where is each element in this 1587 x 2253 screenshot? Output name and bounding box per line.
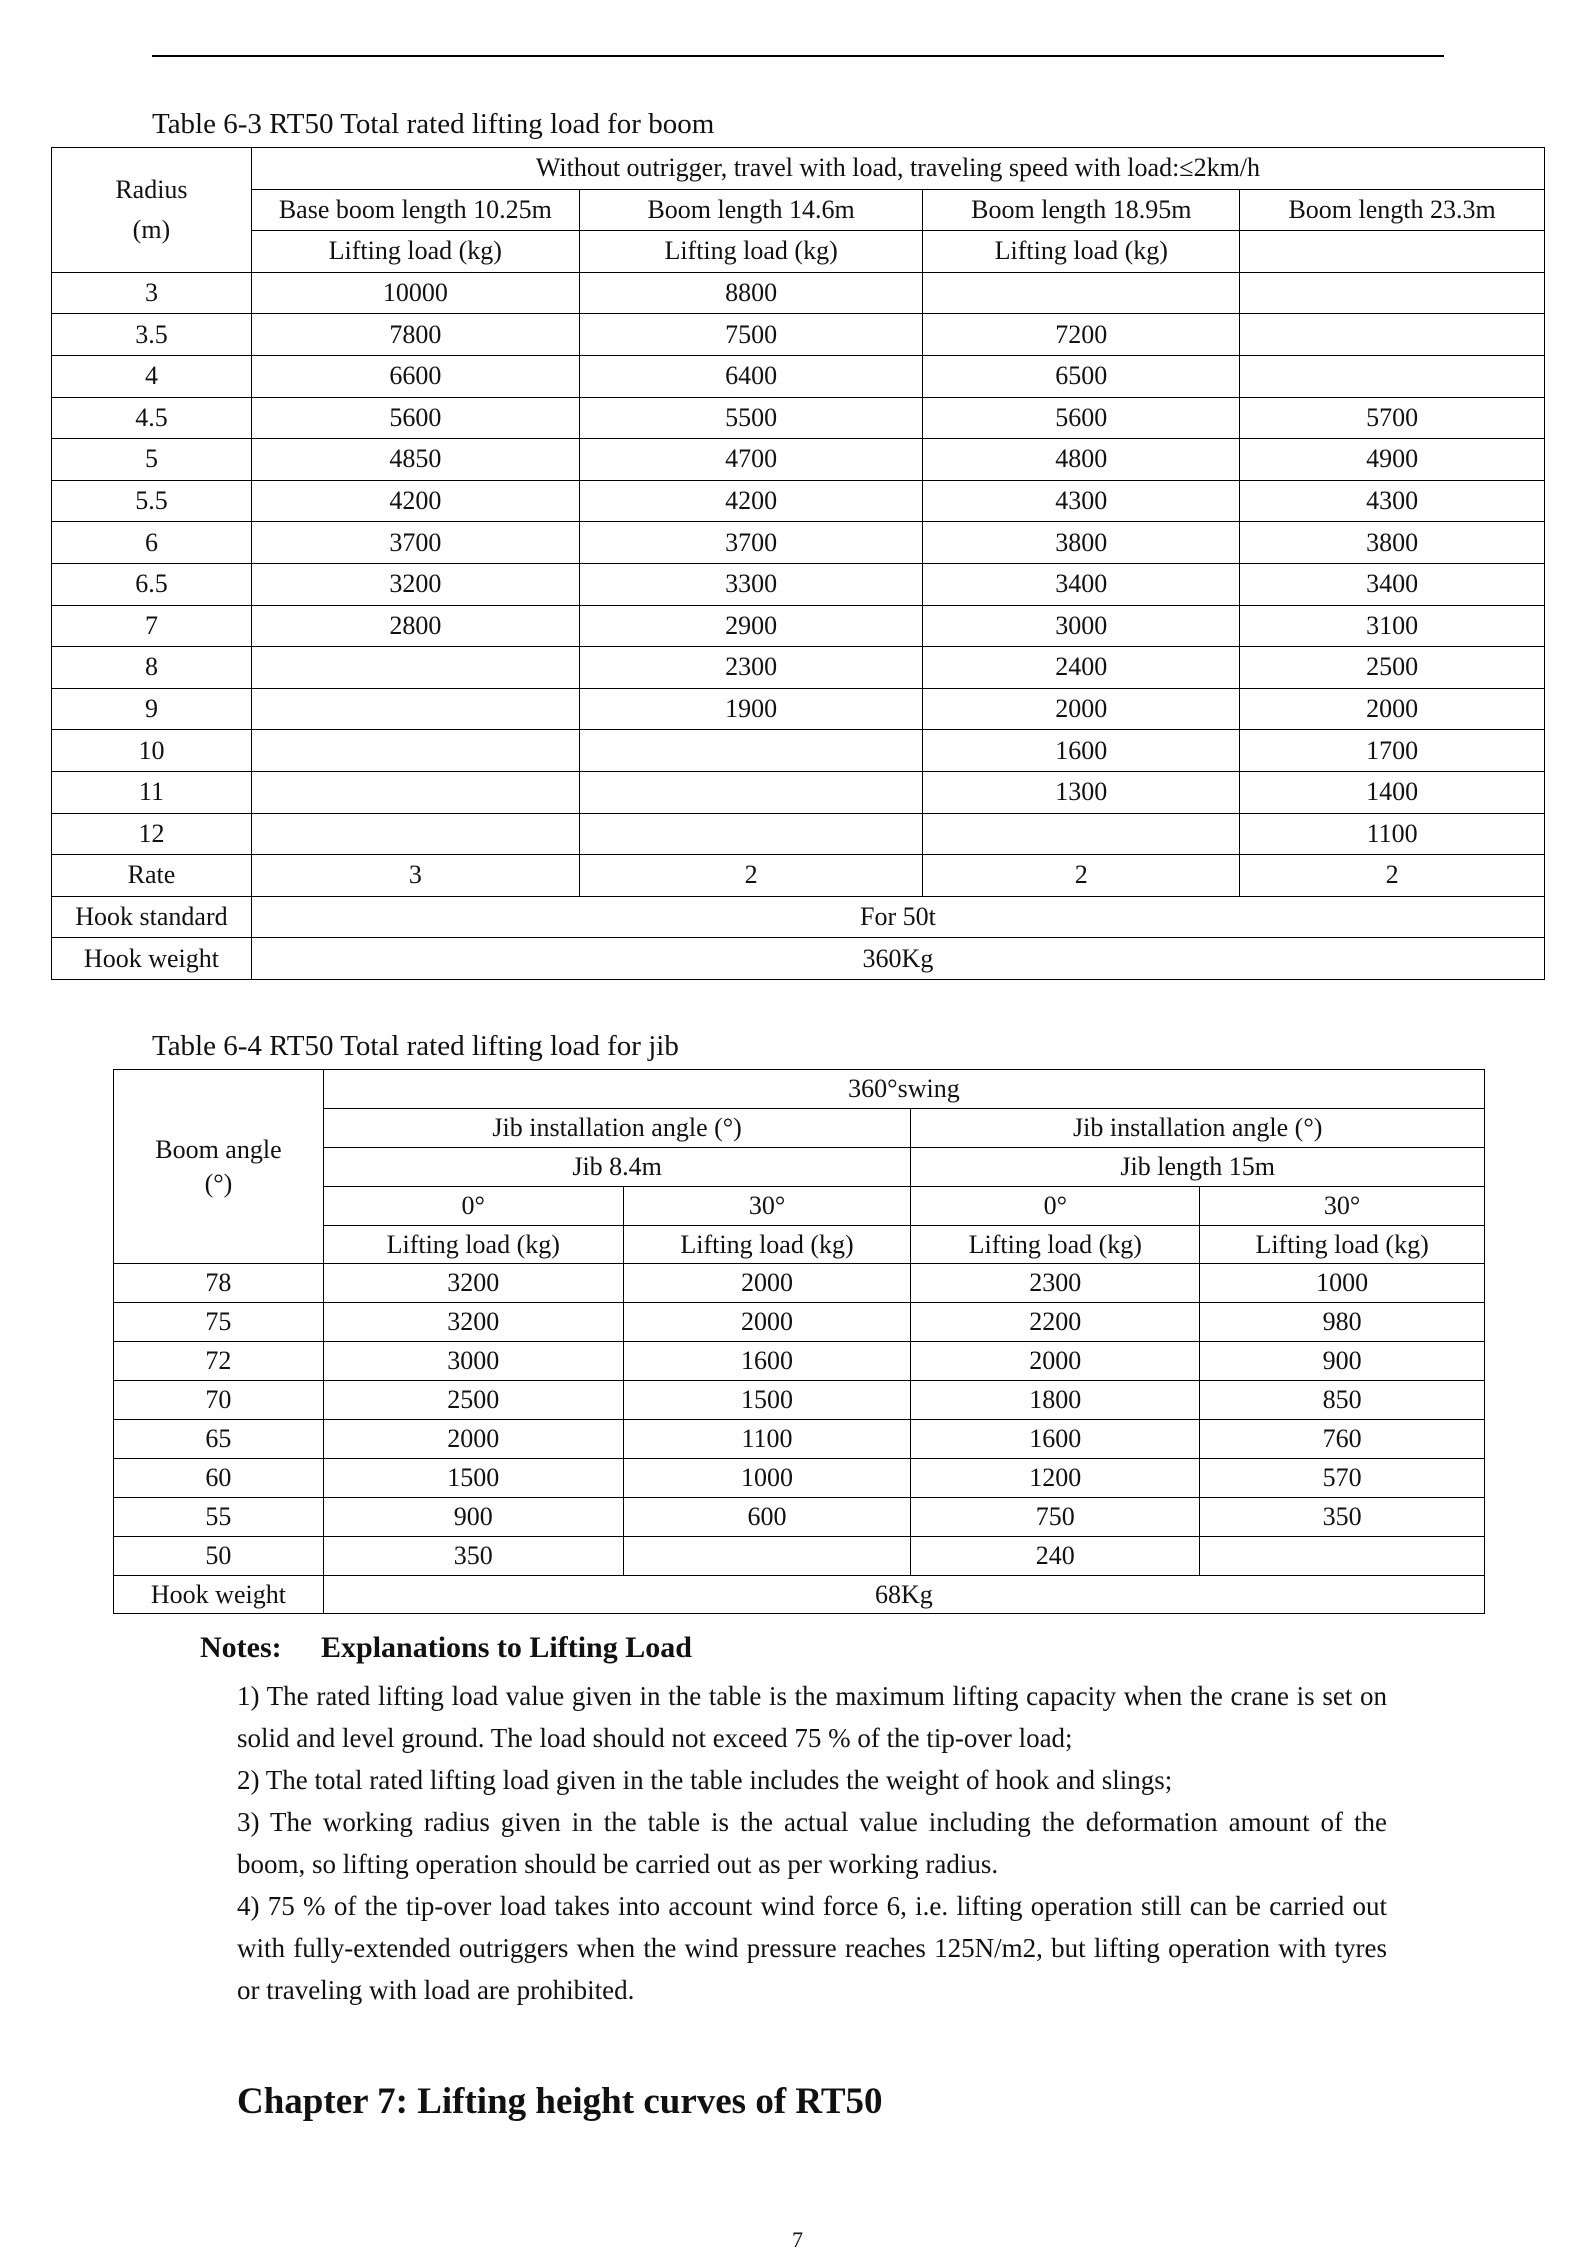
notes-label: Notes: xyxy=(200,1631,282,1664)
boom-load-rows xyxy=(52,272,1545,896)
radius-row-label: 5 xyxy=(52,439,252,481)
table-cell: 2 xyxy=(1240,855,1545,897)
hook-standard-label: Hook standard xyxy=(52,896,252,938)
table-cell xyxy=(251,688,579,730)
table-cell: 1600 xyxy=(923,730,1240,772)
table-row xyxy=(52,397,1545,439)
table-6-4-caption: Table 6-4 RT50 Total rated lifting load for jib xyxy=(152,1030,679,1062)
lifting-load-header: Lifting load (kg) xyxy=(1200,1225,1485,1264)
table-cell: 3200 xyxy=(323,1264,623,1303)
note-item: 1) The rated lifting load value given in the table is the maximum lifting capacity when the crane is set on solid and level ground. The load should not exceed 75 % of the tip-over load; xyxy=(237,1681,1387,1753)
table-row xyxy=(52,730,1545,772)
table-cell: 10000 xyxy=(251,272,579,314)
table-row xyxy=(114,1536,1485,1575)
radius-row-label: 4 xyxy=(52,355,252,397)
table-row xyxy=(52,272,1545,314)
table-cell xyxy=(579,771,923,813)
table-cell: 4300 xyxy=(923,480,1240,522)
boom-length-header: Boom length 23.3m xyxy=(1240,189,1545,231)
table-cell: 1500 xyxy=(623,1381,911,1420)
angle-header: 30° xyxy=(623,1186,911,1225)
table-cell xyxy=(251,647,579,689)
boom-angle-row-label: 60 xyxy=(114,1458,324,1497)
table-cell: 7200 xyxy=(923,314,1240,356)
table-cell xyxy=(923,272,1240,314)
table-cell: 240 xyxy=(911,1536,1200,1575)
table-cell: 350 xyxy=(1200,1497,1485,1536)
table-cell: 3000 xyxy=(923,605,1240,647)
table-cell: 4300 xyxy=(1240,480,1545,522)
table-cell: 7800 xyxy=(251,314,579,356)
lifting-load-header xyxy=(1240,231,1545,273)
jib-load-table xyxy=(113,1069,1485,1614)
table-cell: 1100 xyxy=(1240,813,1545,855)
table-cell: 3800 xyxy=(923,522,1240,564)
swing-header: 360°swing xyxy=(323,1070,1484,1109)
table-row xyxy=(52,563,1545,605)
table-cell: 2 xyxy=(579,855,923,897)
lifting-load-header: Lifting load (kg) xyxy=(623,1225,911,1264)
table-row xyxy=(114,1420,1485,1459)
table-cell: 6400 xyxy=(579,355,923,397)
table-cell: 4900 xyxy=(1240,439,1545,481)
note-item: 2) The total rated lifting load given in the table includes the weight of hook and slings; xyxy=(237,1765,1173,1795)
table-cell xyxy=(579,730,923,772)
table-cell: 1800 xyxy=(911,1381,1200,1420)
table-6-3-caption: Table 6-3 RT50 Total rated lifting load for boom xyxy=(152,108,715,140)
radius-row-label: 3.5 xyxy=(52,314,252,356)
table-cell: 1000 xyxy=(1200,1264,1485,1303)
table-cell: 980 xyxy=(1200,1303,1485,1342)
table-cell: 1000 xyxy=(623,1458,911,1497)
notes-title: Explanations to Lifting Load xyxy=(321,1631,692,1664)
radius-row-label: 11 xyxy=(52,771,252,813)
table-cell xyxy=(1240,355,1545,397)
table-cell: 3200 xyxy=(251,563,579,605)
angle-header: 0° xyxy=(323,1186,623,1225)
table-cell: 4200 xyxy=(579,480,923,522)
table-cell: 8800 xyxy=(579,272,923,314)
radius-row-label: 3 xyxy=(52,272,252,314)
radius-row-label: 12 xyxy=(52,813,252,855)
table-row xyxy=(52,771,1545,813)
table-cell xyxy=(1200,1536,1485,1575)
radius-row-label: 6 xyxy=(52,522,252,564)
table-cell: 2900 xyxy=(579,605,923,647)
chapter-title: Chapter 7: Lifting height curves of RT50 xyxy=(237,2081,883,2122)
table-cell: 2300 xyxy=(911,1264,1200,1303)
table-cell: 2000 xyxy=(923,688,1240,730)
hook-weight-label: Hook weight xyxy=(114,1575,324,1614)
table-cell xyxy=(923,813,1240,855)
boom-angle-row-label: 50 xyxy=(114,1536,324,1575)
table-cell: 3100 xyxy=(1240,605,1545,647)
table-cell: 750 xyxy=(911,1497,1200,1536)
table-cell: 850 xyxy=(1200,1381,1485,1420)
table-cell: 1200 xyxy=(911,1458,1200,1497)
table-row xyxy=(52,439,1545,481)
table-cell: 5700 xyxy=(1240,397,1545,439)
radius-row-label: 9 xyxy=(52,688,252,730)
table-cell: 4200 xyxy=(251,480,579,522)
table-row xyxy=(52,855,1545,897)
lifting-load-header: Lifting load (kg) xyxy=(323,1225,623,1264)
table-cell: 2 xyxy=(923,855,1240,897)
table-row xyxy=(52,647,1545,689)
table-cell: 1700 xyxy=(1240,730,1545,772)
table-cell: 350 xyxy=(323,1536,623,1575)
hook-standard-value: For 50t xyxy=(251,896,1544,938)
radius-row-label: Rate xyxy=(52,855,252,897)
boom-angle-row-label: 72 xyxy=(114,1342,324,1381)
boom-angle-row-label: 70 xyxy=(114,1381,324,1420)
install-angle-header: Jib installation angle (°) xyxy=(323,1108,911,1147)
table-cell: 2000 xyxy=(323,1420,623,1459)
boom-angle-unit: (°) xyxy=(204,1168,233,1198)
boom-load-table xyxy=(51,147,1545,980)
radius-row-label: 6.5 xyxy=(52,563,252,605)
boom-angle-label: Boom angle xyxy=(155,1134,282,1164)
table-cell: 6500 xyxy=(923,355,1240,397)
table-cell: 2500 xyxy=(323,1381,623,1420)
boom-length-header: Boom length 14.6m xyxy=(579,189,923,231)
table-cell: 2400 xyxy=(923,647,1240,689)
table-row xyxy=(52,314,1545,356)
table-cell xyxy=(251,730,579,772)
table-cell: 5600 xyxy=(923,397,1240,439)
table-cell: 3400 xyxy=(1240,563,1545,605)
table-cell: 5500 xyxy=(579,397,923,439)
condition-header: Without outrigger, travel with load, traveling speed with load:≤2km/h xyxy=(251,148,1544,190)
table-cell: 2800 xyxy=(251,605,579,647)
jib-load-rows xyxy=(114,1264,1485,1575)
boom-angle-row-label: 75 xyxy=(114,1303,324,1342)
table-cell: 3700 xyxy=(579,522,923,564)
table-cell: 1500 xyxy=(323,1458,623,1497)
table-cell: 6600 xyxy=(251,355,579,397)
table-cell: 3300 xyxy=(579,563,923,605)
table-cell: 3400 xyxy=(923,563,1240,605)
jib-length-header: Jib 8.4m xyxy=(323,1147,911,1186)
notes-heading xyxy=(200,1631,692,1665)
boom-angle-row-label: 65 xyxy=(114,1420,324,1459)
radius-unit: (m) xyxy=(132,214,171,244)
lifting-load-header: Lifting load (kg) xyxy=(251,231,579,273)
note-item: 3) The working radius given in the table is the actual value including the deformation amount of the boom, so lifting operation should be carried out as per working radius. xyxy=(237,1807,1387,1879)
table-cell: 2000 xyxy=(1240,688,1545,730)
table-row xyxy=(52,522,1545,564)
hook-weight-value: 360Kg xyxy=(251,938,1544,980)
hook-weight-label: Hook weight xyxy=(52,938,252,980)
table-cell: 2500 xyxy=(1240,647,1545,689)
table-row xyxy=(52,605,1545,647)
table-cell: 570 xyxy=(1200,1458,1485,1497)
radius-label: Radius xyxy=(115,174,188,204)
table-cell: 1600 xyxy=(911,1420,1200,1459)
lifting-load-header: Lifting load (kg) xyxy=(579,231,923,273)
table-row xyxy=(52,688,1545,730)
radius-row-label: 10 xyxy=(52,730,252,772)
table-cell: 900 xyxy=(1200,1342,1485,1381)
table-row xyxy=(114,1342,1485,1381)
table-cell: 4800 xyxy=(923,439,1240,481)
table-cell: 3700 xyxy=(251,522,579,564)
table-cell: 3200 xyxy=(323,1303,623,1342)
jib-length-header: Jib length 15m xyxy=(911,1147,1485,1186)
angle-header: 30° xyxy=(1200,1186,1485,1225)
table-row xyxy=(52,480,1545,522)
install-angle-header: Jib installation angle (°) xyxy=(911,1108,1485,1147)
table-cell: 760 xyxy=(1200,1420,1485,1459)
page-number: 7 xyxy=(792,2227,803,2252)
boom-angle-row-label: 55 xyxy=(114,1497,324,1536)
boom-angle-header xyxy=(114,1070,324,1264)
table-cell: 2000 xyxy=(623,1264,911,1303)
boom-angle-row-label: 78 xyxy=(114,1264,324,1303)
radius-header xyxy=(52,148,252,273)
radius-row-label: 8 xyxy=(52,647,252,689)
header-rule xyxy=(152,55,1444,57)
lifting-load-header: Lifting load (kg) xyxy=(911,1225,1200,1264)
table-cell: 2000 xyxy=(623,1303,911,1342)
note-item: 4) 75 % of the tip-over load takes into account wind force 6, i.e. lifting operation still can be carried out with fully-extended outriggers when the wind pressure reaches 125N/m2, but lifting operation with tyres or traveling with load are prohibited. xyxy=(237,1891,1387,2005)
table-cell: 1100 xyxy=(623,1420,911,1459)
table-cell: 4700 xyxy=(579,439,923,481)
table-cell: 3000 xyxy=(323,1342,623,1381)
table-cell xyxy=(251,771,579,813)
table-cell: 4850 xyxy=(251,439,579,481)
table-cell: 900 xyxy=(323,1497,623,1536)
table-row xyxy=(52,813,1545,855)
boom-length-header: Boom length 18.95m xyxy=(923,189,1240,231)
table-cell: 3 xyxy=(251,855,579,897)
table-cell xyxy=(251,813,579,855)
boom-length-header: Base boom length 10.25m xyxy=(251,189,579,231)
table-cell: 1300 xyxy=(923,771,1240,813)
table-cell: 600 xyxy=(623,1497,911,1536)
table-row xyxy=(52,355,1545,397)
angle-header: 0° xyxy=(911,1186,1200,1225)
table-row xyxy=(114,1303,1485,1342)
radius-row-label: 4.5 xyxy=(52,397,252,439)
table-row xyxy=(114,1264,1485,1303)
lifting-load-header: Lifting load (kg) xyxy=(923,231,1240,273)
table-cell: 2000 xyxy=(911,1342,1200,1381)
table-cell: 1900 xyxy=(579,688,923,730)
table-cell: 2300 xyxy=(579,647,923,689)
radius-row-label: 5.5 xyxy=(52,480,252,522)
table-cell xyxy=(623,1536,911,1575)
table-cell xyxy=(1240,314,1545,356)
table-cell: 7500 xyxy=(579,314,923,356)
table-cell xyxy=(579,813,923,855)
table-row xyxy=(114,1381,1485,1420)
table-row xyxy=(114,1458,1485,1497)
table-cell: 1400 xyxy=(1240,771,1545,813)
table-cell: 5600 xyxy=(251,397,579,439)
hook-weight-value: 68Kg xyxy=(323,1575,1484,1614)
table-cell: 3800 xyxy=(1240,522,1545,564)
table-row xyxy=(114,1497,1485,1536)
radius-row-label: 7 xyxy=(52,605,252,647)
table-cell: 1600 xyxy=(623,1342,911,1381)
table-cell: 2200 xyxy=(911,1303,1200,1342)
table-cell xyxy=(1240,272,1545,314)
